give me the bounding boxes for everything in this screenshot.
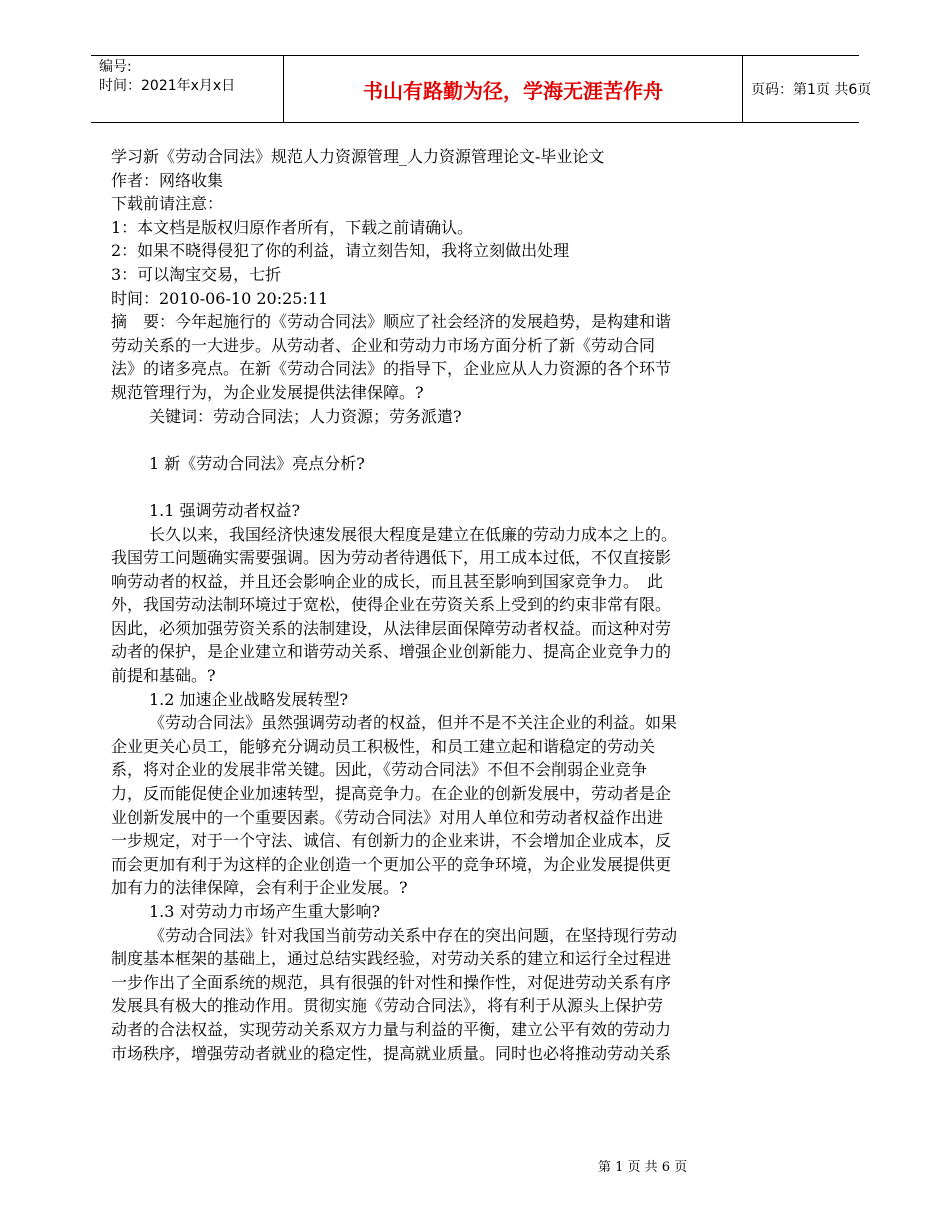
header-motto: 书山有路勤为径，学海无涯苦作舟	[283, 56, 743, 122]
text-line: 时间：2010-06-10 20:25:11	[111, 288, 329, 308]
text-line: 1.1 强调劳动者权益?	[149, 500, 301, 520]
text-line: 关键词：劳动合同法；人力资源；劳务派遣?	[149, 406, 462, 426]
text-line: 而会更加有利于为这样的企业创造一个更加公平的竞争环境，为企业发展提供更	[111, 854, 672, 874]
text-line: 长久以来，我国经济快速发展很大程度是建立在低廉的劳动力成本之上的。	[149, 524, 678, 544]
text-line: 《劳动合同法》针对我国当前劳动关系中存在的突出问题，在坚持现行劳动	[149, 925, 678, 945]
text-line: 劳动关系的一大进步。从劳动者、企业和劳动力市场方面分析了新《劳动合同	[111, 335, 656, 355]
text-line: 前提和基础。?	[111, 666, 216, 686]
blank-line	[111, 428, 771, 452]
text-line: 制度基本框架的基础上，通过总结实践经验，对劳动关系的建立和运行全过程进	[111, 949, 672, 969]
text-line: 摘 要：今年起施行的《劳动合同法》顺应了社会经济的发展趋势，是构建和谐	[111, 312, 672, 332]
text-line: 加有力的法律保障，会有利于企业发展。?	[111, 878, 408, 898]
text-line: 法》的诸多亮点。在新《劳动合同法》的指导下，企业应从人力资源的各个环节	[111, 359, 672, 379]
text-line: 发展具有极大的推动作用。贯彻实施《劳动合同法》，将有利于从源头上保护劳	[111, 996, 664, 1016]
text-line: 响劳动者的权益，并且还会影响企业的成长，而且甚至影响到国家竞争力。 此	[111, 571, 664, 591]
text-line: 1 新《劳动合同法》亮点分析?	[149, 453, 365, 473]
text-line: 学习新《劳动合同法》规范人力资源管理_人力资源管理论文-毕业论文	[111, 147, 605, 166]
text-line: 1：本文档是版权归原作者所有，下载之前请确认。	[111, 217, 474, 237]
text-line: 力，反而能促使企业加速转型，提高竞争力。在企业的创新发展中，劳动者是企	[111, 784, 672, 804]
header-meta	[91, 56, 283, 122]
text-line: 3：可以淘宝交易，七折	[111, 264, 282, 284]
text-line: 下载前请注意：	[111, 194, 224, 214]
text-line: 一步规定，对于一个守法、诚信、有创新力的企业来讲，不会增加企业成本，反	[111, 831, 672, 851]
text-line: 《劳动合同法》虽然强调劳动者的权益，但并不是不关注企业的利益。如果	[149, 713, 678, 733]
document-body	[111, 145, 771, 1065]
text-line: 市场秩序，增强劳动者就业的稳定性，提高就业质量。同时也必将推动劳动关系	[111, 1043, 672, 1063]
text-line: 规范管理行为，为企业发展提供法律保障。?	[111, 382, 424, 402]
text-line: 作者：网络收集	[111, 170, 224, 190]
blank-line	[111, 475, 771, 499]
text-line: 外，我国劳动法制环境过于宽松，使得企业在劳资关系上受到的约束非常有限。	[111, 595, 672, 615]
text-line: 2：如果不晓得侵犯了你的利益，请立刻告知，我将立刻做出处理	[111, 241, 570, 261]
text-line: 因此，必须加强劳资关系的法制建设，从法律层面保障劳动者权益。而这种对劳	[111, 618, 672, 638]
text-line: 我国劳工问题确实需要强调。因为劳动者待遇低下，用工成本过低，不仅直接影	[111, 548, 672, 568]
text-line: 一步作出了全面系统的规范，具有很强的针对性和操作性，对促进劳动关系有序	[111, 972, 672, 992]
text-line: 企业更关心员工，能够充分调动员工积极性，和员工建立起和谐稳定的劳动关	[111, 736, 656, 756]
text-line: 业创新发展中的一个重要因素。《劳动合同法》对用人单位和劳动者权益作出进	[111, 807, 664, 827]
header-number-label: 编号:	[99, 59, 132, 75]
text-line: 1.3 对劳动力市场产生重大影响?	[149, 902, 381, 921]
header-page-info: 页码：第1页 共6页	[751, 82, 872, 98]
page-header	[91, 55, 872, 123]
page-footer: 第 1 页 共 6 页	[598, 1160, 688, 1175]
text-line: 动者的合法权益，实现劳动关系双方力量与利益的平衡，建立公平有效的劳动力	[111, 1019, 672, 1039]
text-line: 1.2 加速企业战略发展转型?	[149, 689, 349, 709]
header-time-label: 时间：2021年x月x日	[99, 78, 236, 94]
text-line: 系，将对企业的发展非常关键。因此，《劳动合同法》不但不会削弱企业竞争	[111, 760, 648, 780]
text-line: 动者的保护，是企业建立和谐劳动关系、增强企业创新能力、提高企业竞争力的	[111, 642, 672, 662]
